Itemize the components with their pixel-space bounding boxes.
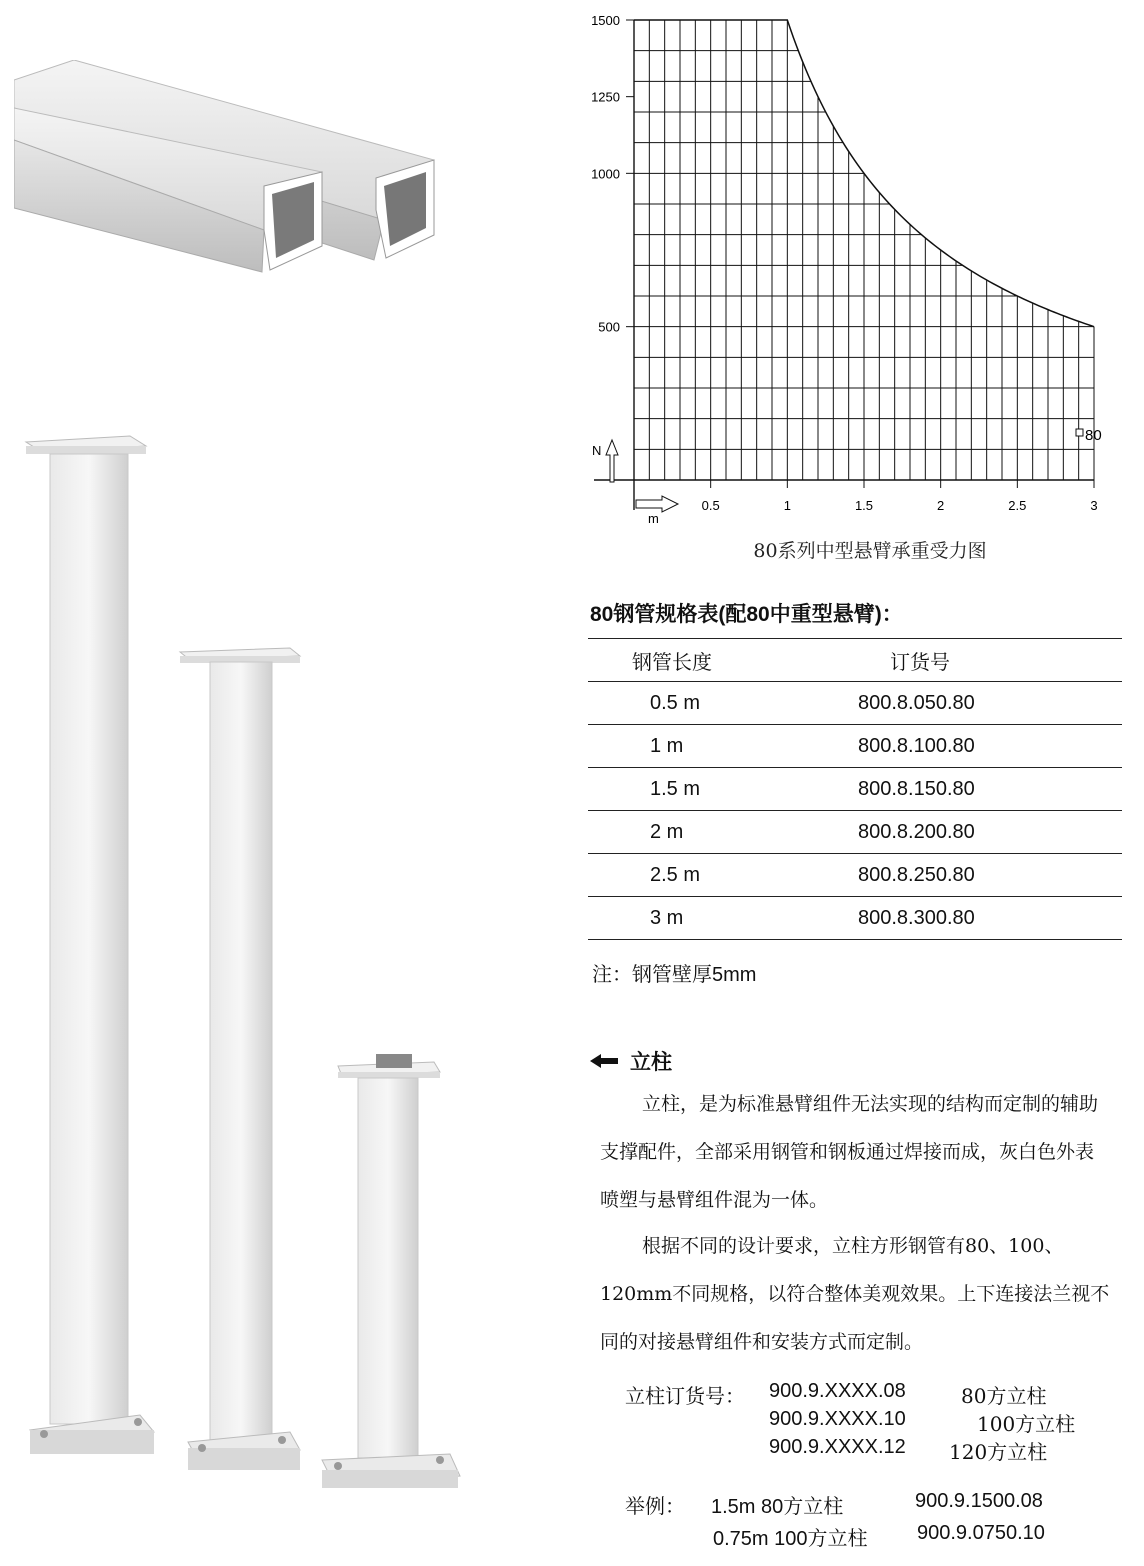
pillar-posts-image [20, 430, 480, 1490]
y-unit-label: N [592, 443, 602, 458]
order-desc: 80方立柱 [961, 1384, 1047, 1408]
cell-order-no: 800.8.250.80 [838, 854, 1122, 897]
x-tick-label: 1 [783, 498, 791, 513]
cell-length: 1.5 m [588, 768, 838, 811]
example-name: 0.75m 100方立柱 [713, 1528, 868, 1550]
load-chart [574, 0, 1134, 530]
x-tick-label: 2 [937, 498, 945, 513]
y-tick-label: 1250 [591, 89, 620, 105]
legend-marker [1076, 429, 1083, 436]
order-desc: 120方立柱 [949, 1440, 1048, 1464]
x-tick-label: 2.5 [1008, 498, 1027, 513]
table-row [588, 682, 1122, 725]
cell-length: 2 m [588, 811, 838, 854]
chart-title: 80系列中型悬臂承重受力图 [753, 540, 987, 562]
header-length: 钢管长度 [588, 639, 838, 682]
header-order-no: 订货号 [838, 639, 1122, 682]
cell-length: 3 m [588, 897, 838, 940]
spec-table [588, 638, 1122, 940]
spec-table-title: 80钢管规格表(配80中重型悬臂)： [590, 603, 903, 626]
y-tick-label: 500 [598, 319, 620, 335]
pillar-description-1: 立柱，是为标准悬臂组件无法实现的结构而定制的辅助支撑配件，全部采用钢管和钢板通过焊接而成，灰白色外表喷塑与悬臂组件混为一体。 [600, 1093, 1099, 1211]
cell-order-no: 800.8.300.80 [838, 897, 1122, 940]
spec-table-header-row [588, 639, 1122, 682]
order-desc: 100方立柱 [977, 1412, 1076, 1436]
x-tick-label: 3 [1090, 498, 1098, 513]
cell-order-no: 800.8.100.80 [838, 725, 1122, 768]
cell-order-no: 800.8.150.80 [838, 768, 1122, 811]
arrow-left-icon [590, 1054, 618, 1068]
table-row [588, 768, 1122, 811]
order-code: 900.9.XXXX.10 [769, 1408, 906, 1430]
legend-label: 80 [1085, 427, 1102, 444]
order-label: 立柱订货号： [625, 1384, 745, 1408]
cell-order-no: 800.8.050.80 [838, 682, 1122, 725]
cell-order-no: 800.8.200.80 [838, 811, 1122, 854]
y-axis-arrow-icon [606, 440, 618, 482]
example-code: 900.9.1500.08 [915, 1490, 1043, 1512]
steel-tubes-image [14, 60, 444, 280]
cell-length: 1 m [588, 725, 838, 768]
table-row [588, 811, 1122, 854]
pillar-heading [590, 1046, 672, 1076]
example-label: 举例： [625, 1494, 685, 1518]
x-axis-arrow-icon [636, 496, 678, 512]
table-note: 注：钢管壁厚5mm [592, 964, 757, 986]
y-tick-label: 1000 [591, 166, 620, 182]
cell-length: 0.5 m [588, 682, 838, 725]
x-tick-label: 1.5 [854, 498, 874, 513]
order-code: 900.9.XXXX.12 [769, 1436, 906, 1458]
pillar-heading-text: 立柱 [630, 1051, 672, 1074]
pillar-description-2: 根据不同的设计要求，立柱方形钢管有80、100、120mm不同规格，以符合整体美观效果。上下连接法兰视不同的对接悬臂组件和安装方式而定制。 [600, 1235, 1110, 1353]
table-row [588, 854, 1122, 897]
example-name: 1.5m 80方立柱 [711, 1496, 844, 1518]
cell-length: 2.5 m [588, 854, 838, 897]
order-code: 900.9.XXXX.08 [769, 1380, 906, 1402]
x-tick-label: 0.5 [701, 498, 720, 513]
table-row [588, 725, 1122, 768]
example-code: 900.9.0750.10 [917, 1522, 1045, 1544]
y-tick-label: 1500 [591, 13, 620, 28]
table-row [588, 897, 1122, 940]
x-unit-label: m [648, 511, 659, 526]
